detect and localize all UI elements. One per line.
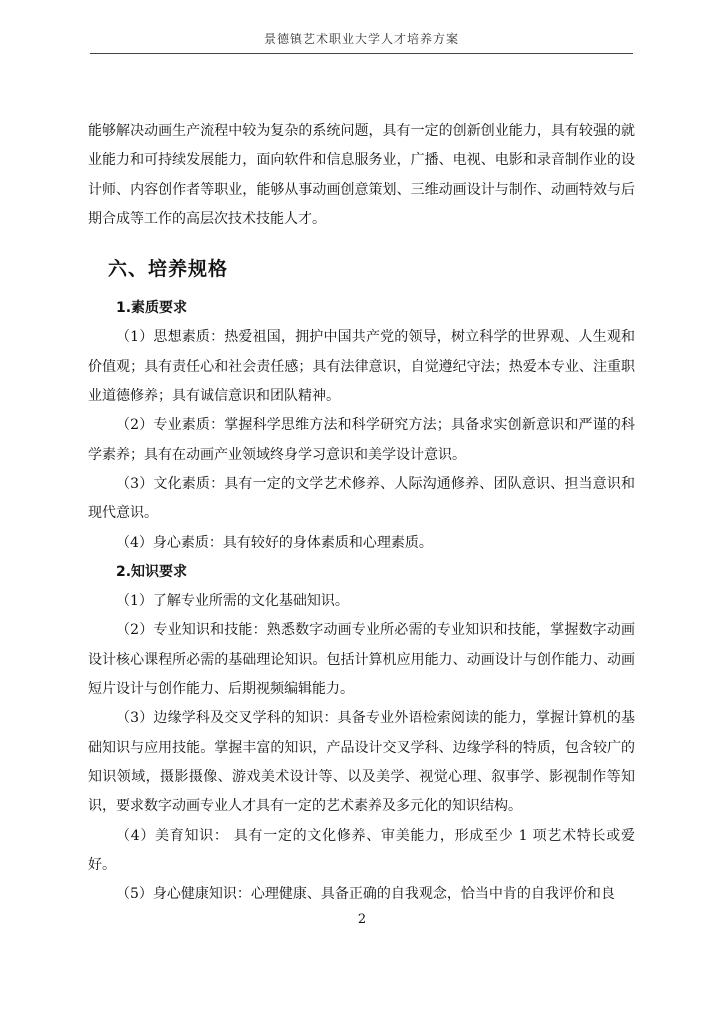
quality-item: （3）文化素质：具有一定的文学艺术修养、人际沟通修养、团队意识、担当意识和现代意识。 — [88, 475, 635, 522]
knowledge-item: （1）了解专业所需的文化基础知识。 — [116, 593, 349, 610]
quality-item: （4）身心素质：具有较好的身体素质和心理素质。 — [116, 534, 433, 551]
quality-item: （2）专业素质：掌握科学思维方法和科学研究方法；具备求实创新意识和严谨的科学素养；具有在动画产业领域终身学习意识和美学设计意识。 — [88, 417, 635, 463]
knowledge-heading: 2.知识要求 — [116, 563, 188, 580]
knowledge-item: （3）边缘学科及交叉学科的知识：具备专业外语检索阅读的能力，掌握计算机的基础知识与应用技能。掌握丰富的知识，产品设计交叉学科、边缘学科的特质，包含较广的知识领域，摄影摄像、游戏美术设计等、以及美学、视觉心理、叙事学、影视制作等知识，要求数字动画专业人才具有一定的艺术素养及多元化的知识结构。 — [88, 710, 635, 815]
section-title: 六、培养规格 — [108, 258, 229, 281]
knowledge-item: （5）身心健康知识：心理健康、具备正确的自我观念，恰当中肯的自我评价和良 — [116, 886, 615, 903]
knowledge-item: （4）美育知识： 具有一定的文化修养、审美能力，形成至少 1 项艺术特长或爱好。 — [88, 827, 635, 873]
intro-paragraph: 能够解决动画生产流程中较为复杂的系统问题，具有一定的创新创业能力，具有较强的就业能力和可持续发展能力，面向软件和信息服务业，广播、电视、电影和录音制作业的设计师、内容创作者等职业，能够从事动画创意策划、三维动画设计与制作、动画特效与后期合成等工作的高层次技术技能人才。 — [88, 123, 635, 227]
page-header: 景德镇艺术职业大学人才培养方案 — [263, 32, 459, 46]
knowledge-item: （2）专业知识和技能：熟悉数字动画专业所必需的专业知识和技能，掌握数字动画设计核心课程所必需的基础理论知识。包括计算机应用能力、动画设计与创作能力、动画短片设计与创作能力、后期视频编辑能力。 — [88, 622, 635, 698]
header-divider — [90, 53, 633, 54]
page-body — [88, 117, 635, 909]
page-number: 2 — [357, 912, 367, 927]
quality-item: （1）思想素质：热爱祖国，拥护中国共产党的领导，树立科学的世界观、人生观和价值观；具有责任心和社会责任感；具有法律意识，自觉遵纪守法；热爱本专业、注重职业道德修养；具有诚信意识和团队精神。 — [88, 329, 635, 405]
quality-heading: 1.素质要求 — [116, 300, 188, 317]
